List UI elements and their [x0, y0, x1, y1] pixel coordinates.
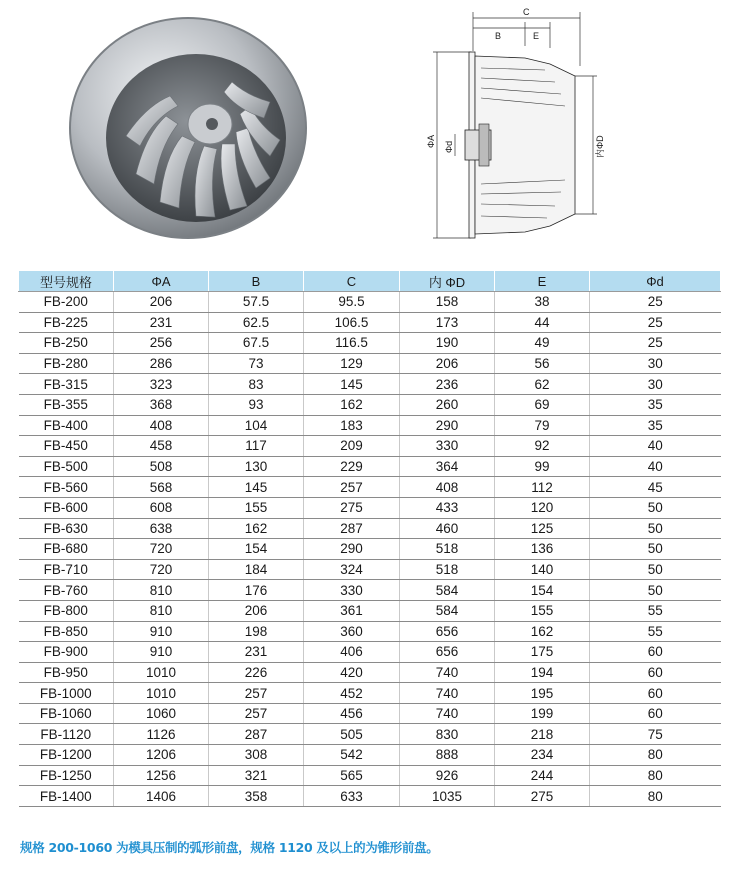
- label-phi-d-inner: 内ΦD: [595, 135, 605, 158]
- cell-model: FB-1000: [19, 683, 114, 704]
- cell-e: 99: [495, 456, 590, 477]
- cell-c: 209: [304, 436, 400, 457]
- cell-model: FB-450: [19, 436, 114, 457]
- cell-inner-phi-d: 290: [400, 415, 495, 436]
- cell-c: 456: [304, 703, 400, 724]
- cell-phi-a: 508: [114, 456, 209, 477]
- cell-b: 184: [209, 559, 304, 580]
- table-row: [19, 745, 721, 766]
- dimension-diagram: [425, 6, 625, 246]
- cell-b: 176: [209, 580, 304, 601]
- cell-inner-phi-d: 584: [400, 600, 495, 621]
- label-e: E: [533, 31, 540, 41]
- table-row: [19, 497, 721, 518]
- table-row: [19, 642, 721, 663]
- cell-b: 358: [209, 786, 304, 807]
- cell-b: 155: [209, 497, 304, 518]
- cell-phi-d: 60: [590, 642, 721, 663]
- cell-c: 330: [304, 580, 400, 601]
- cell-e: 195: [495, 683, 590, 704]
- cell-b: 62.5: [209, 312, 304, 333]
- cell-inner-phi-d: 260: [400, 394, 495, 415]
- table-row: [19, 518, 721, 539]
- cell-phi-a: 720: [114, 559, 209, 580]
- cell-model: FB-600: [19, 497, 114, 518]
- cell-b: 130: [209, 456, 304, 477]
- table-row: [19, 662, 721, 683]
- cell-phi-d: 40: [590, 456, 721, 477]
- cell-phi-a: 323: [114, 374, 209, 395]
- fan-impeller-photo: [50, 6, 320, 256]
- cell-e: 136: [495, 539, 590, 560]
- cell-model: FB-225: [19, 312, 114, 333]
- cell-phi-d: 55: [590, 600, 721, 621]
- header-phi-a: ΦA: [114, 271, 209, 292]
- header-b: B: [209, 271, 304, 292]
- header-e: E: [495, 271, 590, 292]
- cell-model: FB-680: [19, 539, 114, 560]
- cell-e: 44: [495, 312, 590, 333]
- cell-inner-phi-d: 518: [400, 559, 495, 580]
- cell-model: FB-1200: [19, 745, 114, 766]
- table-row: [19, 292, 721, 313]
- cell-phi-d: 80: [590, 765, 721, 786]
- cell-inner-phi-d: 888: [400, 745, 495, 766]
- cell-phi-a: 810: [114, 600, 209, 621]
- cell-c: 162: [304, 394, 400, 415]
- table-row: [19, 765, 721, 786]
- cell-inner-phi-d: 584: [400, 580, 495, 601]
- cell-inner-phi-d: 740: [400, 683, 495, 704]
- cell-model: FB-850: [19, 621, 114, 642]
- table-row: [19, 786, 721, 807]
- cell-inner-phi-d: 364: [400, 456, 495, 477]
- cell-phi-d: 50: [590, 580, 721, 601]
- cell-phi-a: 910: [114, 642, 209, 663]
- table-row: [19, 703, 721, 724]
- cell-phi-a: 720: [114, 539, 209, 560]
- cell-inner-phi-d: 158: [400, 292, 495, 313]
- cell-b: 83: [209, 374, 304, 395]
- table-row: [19, 456, 721, 477]
- footnote: 规格 200-1060 为模具压制的弧形前盘，规格 1120 及以上的为锥形前盘。: [20, 840, 439, 855]
- table-row: [19, 353, 721, 374]
- cell-model: FB-355: [19, 394, 114, 415]
- cell-model: FB-760: [19, 580, 114, 601]
- cell-e: 154: [495, 580, 590, 601]
- cell-phi-d: 75: [590, 724, 721, 745]
- cell-c: 106.5: [304, 312, 400, 333]
- table-row: [19, 477, 721, 498]
- cell-phi-a: 1010: [114, 683, 209, 704]
- cell-phi-d: 35: [590, 394, 721, 415]
- cell-model: FB-630: [19, 518, 114, 539]
- cell-c: 116.5: [304, 333, 400, 354]
- table-row: [19, 580, 721, 601]
- cell-inner-phi-d: 830: [400, 724, 495, 745]
- cell-c: 505: [304, 724, 400, 745]
- cell-e: 92: [495, 436, 590, 457]
- cell-b: 67.5: [209, 333, 304, 354]
- cell-phi-a: 568: [114, 477, 209, 498]
- cell-phi-a: 256: [114, 333, 209, 354]
- cell-inner-phi-d: 460: [400, 518, 495, 539]
- cell-phi-a: 1126: [114, 724, 209, 745]
- cell-b: 104: [209, 415, 304, 436]
- table-row: [19, 539, 721, 560]
- cell-c: 542: [304, 745, 400, 766]
- cell-phi-a: 638: [114, 518, 209, 539]
- cell-inner-phi-d: 518: [400, 539, 495, 560]
- cell-phi-d: 25: [590, 292, 721, 313]
- cell-b: 308: [209, 745, 304, 766]
- cell-phi-d: 60: [590, 662, 721, 683]
- table-row: [19, 683, 721, 704]
- header-model: 型号规格: [19, 271, 114, 292]
- cell-model: FB-400: [19, 415, 114, 436]
- cell-b: 321: [209, 765, 304, 786]
- cell-e: 49: [495, 333, 590, 354]
- header-phi-d: Φd: [590, 271, 721, 292]
- cell-c: 287: [304, 518, 400, 539]
- cell-c: 290: [304, 539, 400, 560]
- cell-model: FB-1120: [19, 724, 114, 745]
- cell-phi-d: 60: [590, 683, 721, 704]
- table-row: [19, 559, 721, 580]
- table-row: [19, 394, 721, 415]
- cell-model: FB-500: [19, 456, 114, 477]
- header-c: C: [304, 271, 400, 292]
- cell-inner-phi-d: 236: [400, 374, 495, 395]
- cell-c: 145: [304, 374, 400, 395]
- cell-inner-phi-d: 656: [400, 642, 495, 663]
- cell-c: 229: [304, 456, 400, 477]
- cell-e: 155: [495, 600, 590, 621]
- label-c: C: [523, 7, 530, 17]
- cell-e: 175: [495, 642, 590, 663]
- cell-e: 38: [495, 292, 590, 313]
- spec-table: [18, 270, 721, 807]
- cell-phi-d: 35: [590, 415, 721, 436]
- cell-e: 69: [495, 394, 590, 415]
- cell-inner-phi-d: 190: [400, 333, 495, 354]
- cell-c: 324: [304, 559, 400, 580]
- cell-b: 162: [209, 518, 304, 539]
- cell-phi-d: 50: [590, 497, 721, 518]
- table-row: [19, 436, 721, 457]
- cell-e: 234: [495, 745, 590, 766]
- cell-b: 73: [209, 353, 304, 374]
- cell-phi-d: 50: [590, 559, 721, 580]
- cell-model: FB-560: [19, 477, 114, 498]
- cell-model: FB-1060: [19, 703, 114, 724]
- cell-e: 79: [495, 415, 590, 436]
- cell-phi-d: 80: [590, 786, 721, 807]
- cell-c: 565: [304, 765, 400, 786]
- label-phi-a: ΦA: [426, 134, 436, 148]
- cell-model: FB-800: [19, 600, 114, 621]
- cell-model: FB-200: [19, 292, 114, 313]
- cell-b: 198: [209, 621, 304, 642]
- cell-e: 218: [495, 724, 590, 745]
- cell-phi-a: 1206: [114, 745, 209, 766]
- cell-model: FB-315: [19, 374, 114, 395]
- cell-model: FB-1400: [19, 786, 114, 807]
- cell-phi-d: 25: [590, 333, 721, 354]
- cell-inner-phi-d: 206: [400, 353, 495, 374]
- cell-b: 257: [209, 703, 304, 724]
- cell-phi-d: 40: [590, 436, 721, 457]
- cell-phi-a: 810: [114, 580, 209, 601]
- cell-phi-a: 910: [114, 621, 209, 642]
- cell-c: 257: [304, 477, 400, 498]
- cell-inner-phi-d: 926: [400, 765, 495, 786]
- cell-b: 226: [209, 662, 304, 683]
- cell-c: 452: [304, 683, 400, 704]
- cell-inner-phi-d: 433: [400, 497, 495, 518]
- cell-b: 117: [209, 436, 304, 457]
- cell-phi-d: 50: [590, 539, 721, 560]
- cell-phi-d: 80: [590, 745, 721, 766]
- cell-inner-phi-d: 740: [400, 662, 495, 683]
- table-row: [19, 333, 721, 354]
- cell-inner-phi-d: 408: [400, 477, 495, 498]
- cell-e: 62: [495, 374, 590, 395]
- cell-e: 112: [495, 477, 590, 498]
- cell-e: 140: [495, 559, 590, 580]
- cell-b: 154: [209, 539, 304, 560]
- cell-phi-d: 25: [590, 312, 721, 333]
- cell-c: 275: [304, 497, 400, 518]
- cell-model: FB-250: [19, 333, 114, 354]
- cell-c: 633: [304, 786, 400, 807]
- header-inner-phi-d: 内 ΦD: [400, 271, 495, 292]
- label-phi-d-small: Φd: [444, 140, 454, 153]
- cell-e: 120: [495, 497, 590, 518]
- cell-inner-phi-d: 740: [400, 703, 495, 724]
- cell-phi-a: 458: [114, 436, 209, 457]
- table-row: [19, 374, 721, 395]
- cell-phi-a: 206: [114, 292, 209, 313]
- cell-phi-d: 50: [590, 518, 721, 539]
- cell-b: 57.5: [209, 292, 304, 313]
- cell-model: FB-710: [19, 559, 114, 580]
- cell-phi-a: 286: [114, 353, 209, 374]
- cell-phi-a: 368: [114, 394, 209, 415]
- cell-e: 244: [495, 765, 590, 786]
- cell-phi-d: 30: [590, 374, 721, 395]
- table-row: [19, 724, 721, 745]
- cell-model: FB-280: [19, 353, 114, 374]
- cell-b: 231: [209, 642, 304, 663]
- cell-e: 56: [495, 353, 590, 374]
- label-b: B: [495, 31, 502, 41]
- cell-e: 125: [495, 518, 590, 539]
- cell-model: FB-900: [19, 642, 114, 663]
- table-row: [19, 621, 721, 642]
- cell-e: 275: [495, 786, 590, 807]
- cell-phi-d: 45: [590, 477, 721, 498]
- cell-b: 287: [209, 724, 304, 745]
- cell-phi-d: 60: [590, 703, 721, 724]
- cell-inner-phi-d: 1035: [400, 786, 495, 807]
- cell-phi-a: 1256: [114, 765, 209, 786]
- cell-inner-phi-d: 656: [400, 621, 495, 642]
- cell-b: 93: [209, 394, 304, 415]
- cell-b: 206: [209, 600, 304, 621]
- table-row: [19, 312, 721, 333]
- cell-e: 162: [495, 621, 590, 642]
- table-row: [19, 415, 721, 436]
- cell-c: 95.5: [304, 292, 400, 313]
- cell-phi-d: 30: [590, 353, 721, 374]
- table-header-row: [19, 271, 721, 292]
- cell-c: 361: [304, 600, 400, 621]
- cell-phi-a: 1010: [114, 662, 209, 683]
- cell-b: 145: [209, 477, 304, 498]
- cell-model: FB-950: [19, 662, 114, 683]
- cell-phi-a: 231: [114, 312, 209, 333]
- cell-c: 183: [304, 415, 400, 436]
- cell-phi-a: 1060: [114, 703, 209, 724]
- cell-c: 420: [304, 662, 400, 683]
- cell-phi-a: 1406: [114, 786, 209, 807]
- cell-b: 257: [209, 683, 304, 704]
- cell-c: 360: [304, 621, 400, 642]
- cell-c: 129: [304, 353, 400, 374]
- cell-phi-a: 608: [114, 497, 209, 518]
- cell-c: 406: [304, 642, 400, 663]
- cell-model: FB-1250: [19, 765, 114, 786]
- cell-e: 199: [495, 703, 590, 724]
- table-row: [19, 600, 721, 621]
- cell-inner-phi-d: 330: [400, 436, 495, 457]
- cell-e: 194: [495, 662, 590, 683]
- cell-inner-phi-d: 173: [400, 312, 495, 333]
- cell-phi-d: 55: [590, 621, 721, 642]
- cell-phi-a: 408: [114, 415, 209, 436]
